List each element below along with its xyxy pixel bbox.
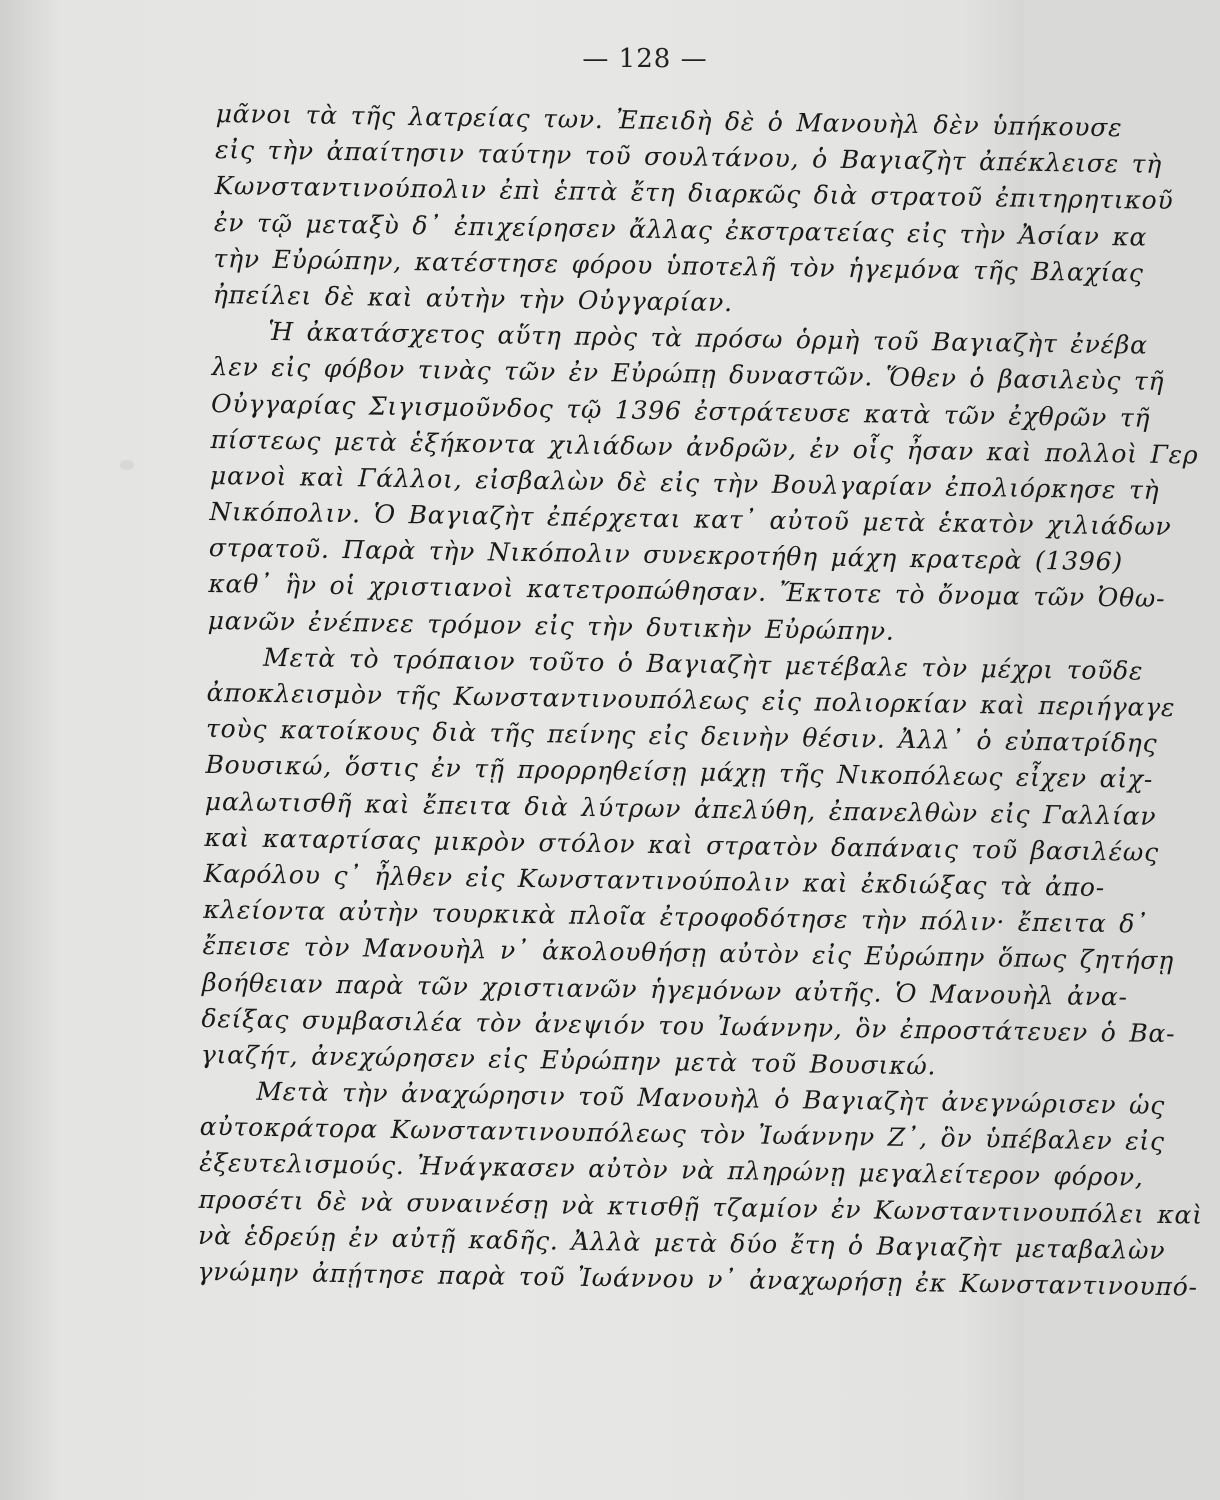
text-line: τοὺς κατοίκους διὰ τῆς πείνης εἰς δεινὴν θέσιν. Ἀλλ᾽ ὁ εὐπατρίδης [205,714,1158,759]
text-line: Βουσικώ, ὅστις ἐν τῇ προρρηθείσῃ μάχῃ τῆς Νικοπόλεως εἶχεν αἰχ- [205,750,1154,795]
text-line: γιαζήτ, ἀνεχώρησεν εἰς Εὐρώπην μετὰ τοῦ Βουσικώ. [200,1039,937,1081]
text-line: τὴν Εὐρώπην, κατέστησε φόρου ὑποτελῆ τὸν ἡγεμόνα τῆς Βλαχίας [213,243,1144,288]
text-line: μαλωτισθῆ καὶ ἔπειτα διὰ λύτρων ἀπελύθη, ἐπανελθὼν εἰς Γαλλίαν [204,786,1157,831]
text-line: μᾶνοι τὰ τῆς λατρείας των. Ἐπειδὴ δὲ ὁ Μανουὴλ δὲν ὑπήκουσε [215,98,1123,143]
text-line: αὐτοκράτορα Κωνσταντινουπόλεως τὸν Ἰωάννην Ζ᾽, ὃν ὑπέβαλεν εἰς [199,1112,1166,1157]
text-line: εἰς τὴν ἀπαίτησιν ταύτην τοῦ σουλτάνου, ὁ Βαγιαζὴτ ἀπέκλεισε τὴ [214,135,1163,180]
text-line: Κωνσταντινούπολιν ἐπὶ ἑπτὰ ἔτη διαρκῶς διὰ στρατοῦ ἐπιτηρητικοῦ [214,171,1174,216]
page-number: — 128 — [582,44,708,74]
text-line: προσέτι δὲ νὰ συναινέσῃ νὰ κτισθῇ τζαμίον ἐν Κωνσταντινουπόλει καὶ [198,1184,1204,1230]
text-line: καὶ καταρτίσας μικρὸν στόλον καὶ στρατὸν δαπάναις τοῦ βασιλέως [204,822,1160,867]
text-line: ἐν τῷ μεταξὺ δ᾽ ἐπιχείρησεν ἄλλας ἐκστρατείας εἰς τὴν Ἀσίαν κα [213,207,1148,252]
body-text [197,96,1204,1303]
text-line: Μετὰ τὴν ἀναχώρησιν τοῦ Μανουὴλ ὁ Βαγιαζὴτ ἀνεγνώρισεν ὡς [256,1076,1166,1121]
text-line: στρατοῦ. Παρὰ τὴν Νικόπολιν συνεκροτήθη μάχη κρατερὰ (1396) [208,533,1124,577]
text-line: καθ᾽ ἣν οἱ χριστιανοὶ κατετροπώθησαν. Ἔκτοτε τὸ ὄνομα τῶν Ὀθω- [208,569,1166,614]
text-line: πίστεως μετὰ ἑξήκοντα χιλιάδων ἀνδρῶν, ἐν οἷς ἦσαν καὶ πολλοὶ Γερ [210,424,1199,470]
text-line: μανῶν ἐνέπνεε τρόμον εἰς τὴν δυτικὴν Εὐρώπην. [207,605,895,646]
text-line: νὰ ἑδρεύῃ ἐν αὐτῇ καδῆς. Ἀλλὰ μετὰ δύο ἔτη ὁ Βαγιαζὴτ μεταβαλὼν [197,1220,1166,1265]
text-line: Ἡ ἀκατάσχετος αὕτη πρὸς τὰ πρόσω ὁρμὴ τοῦ Βαγιαζὴτ ἐνέβα [268,316,1149,360]
text-line: δείξας συμβασιλέα τὸν ἀνεψιόν του Ἰωάννην, ὃν ἐπροστάτευεν ὁ Βα- [201,1003,1176,1048]
text-line: ἠπείλει δὲ καὶ αὐτὴν τὴν Οὐγγαρίαν. [212,279,734,318]
text-line: γνώμην ἀπῄτησε παρὰ τοῦ Ἰωάννου ν᾽ ἀναχωρήσῃ ἐκ Κωνσταντινουπό- [197,1256,1199,1302]
text-line: ἐξευτελισμούς. Ἠνάγκασεν αὐτὸν νὰ πληρώνῃ μεγαλείτερον φόρον, [199,1148,1144,1193]
text-line: κλείοντα αὐτὴν τουρκικὰ πλοῖα ἐτροφοδότησε τὴν πόλιν· ἔπειτα δ᾽ [202,895,1149,939]
text-line: μανοὶ καὶ Γάλλοι, εἰσβαλὼν δὲ εἰς τὴν Βουλγαρίαν ἐπολιόρκησε τὴ [209,460,1160,505]
text-line: λεν εἰς φόβον τινὰς τῶν ἐν Εὐρώπῃ δυναστῶν. Ὅθεν ὁ βασιλεὺς τῆ [211,352,1165,397]
text-line: Οὐγγαρίας Σιγισμοῦνδος τῷ 1396 ἐστράτευσε κατὰ τῶν ἐχθρῶν τῆ [210,388,1151,433]
text-line: Καρόλου ς᾽ ἦλθεν εἰς Κωνσταντινούπολιν καὶ ἐκδιώξας τὰ ἀπο- [203,858,1106,902]
paper-stain [120,460,134,470]
text-line: Νικόπολιν. Ὁ Βαγιαζὴτ ἐπέρχεται κατ᾽ αὐτοῦ μετὰ ἑκατὸν χιλιάδων [209,497,1172,542]
text-line: Μετὰ τὸ τρόπαιον τοῦτο ὁ Βαγιαζὴτ μετέβαλε τὸν μέχρι τοῦδε [262,642,1144,686]
text-line: ἀποκλεισμὸν τῆς Κωνσταντινουπόλεως εἰς πολιορκίαν καὶ περιήγαγε [206,677,1176,723]
text-line: βοήθειαν παρὰ τῶν χριστιανῶν ἡγεμόνων αὐτῆς. Ὁ Μανουὴλ ἀνα- [201,967,1129,1011]
text-line: ἔπεισε τὸν Μανουὴλ ν᾽ ἀκολουθήσῃ αὐτὸν εἰς Εὐρώπην ὅπως ζητήσῃ [202,931,1175,976]
